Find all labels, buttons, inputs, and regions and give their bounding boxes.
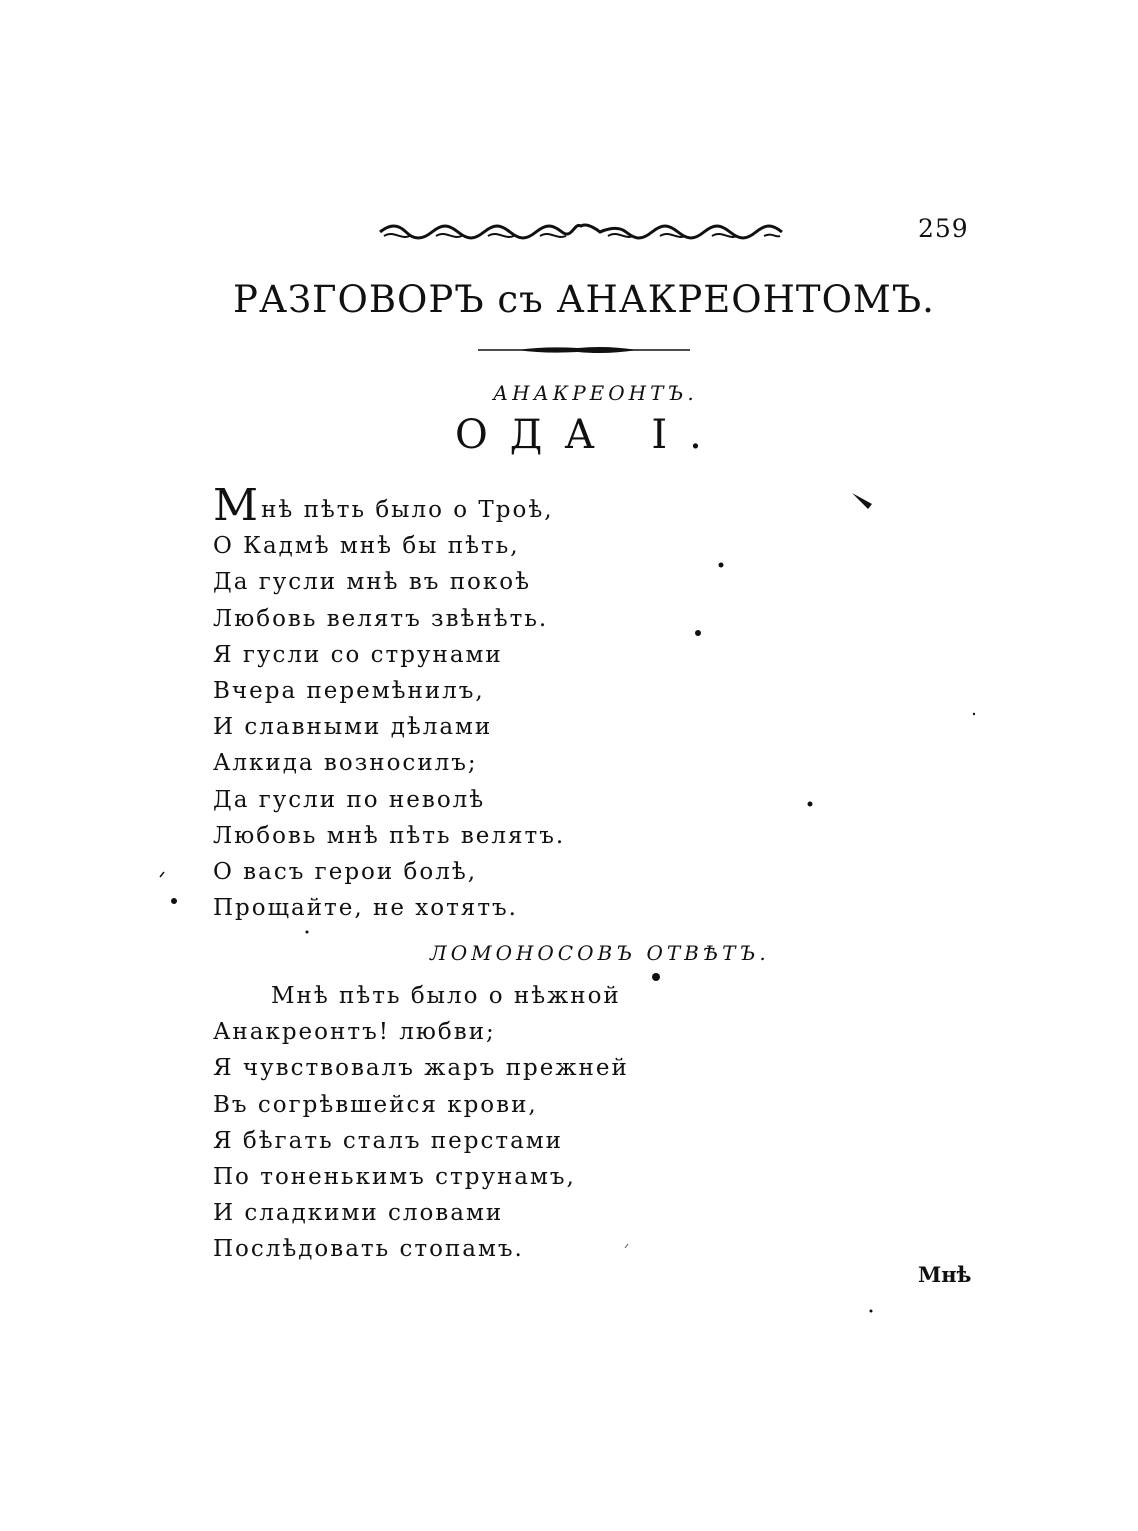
speaker-heading-lomonosov: ЛОМОНОСОВЪ ОТВѢТЪ. bbox=[430, 941, 770, 965]
poem-line-text: нѣ пѣть было о Троѣ, bbox=[261, 497, 554, 523]
poem-line: Вчера перемѣнилъ, bbox=[213, 677, 485, 704]
poem-line: Алкида возносилъ; bbox=[213, 750, 478, 777]
poem-line bbox=[213, 480, 565, 531]
poem-line: Я чувствовалъ жаръ прежней bbox=[213, 1055, 629, 1082]
ornament-header-icon bbox=[378, 220, 784, 242]
poem-stanza-anacreon bbox=[213, 480, 566, 926]
poem-line: Въ согрѣвшейся крови, bbox=[213, 1091, 538, 1118]
ode-title: ОДА I. bbox=[455, 412, 724, 458]
poem-line: Любовь мнѣ пѣть велятъ. bbox=[213, 822, 566, 849]
poem-line: Да гусли мнѣ въ покоѣ bbox=[213, 569, 531, 596]
poem-line: И славными дѣлами bbox=[213, 714, 493, 741]
poem-line: Мнѣ пѣть было о нѣжной bbox=[271, 983, 621, 1009]
poem-line: Послѣдовать стопамъ. bbox=[213, 1236, 524, 1263]
poem-line: Любовь велятъ звѣнѣть. bbox=[213, 605, 549, 632]
poem-line: Да гусли по неволѣ bbox=[213, 786, 486, 813]
poem-line: О Кадмѣ мнѣ бы пѣть, bbox=[213, 533, 520, 560]
poem-line: О васъ герои болѣ, bbox=[213, 858, 478, 885]
poem-line: Анакреонтъ! любви; bbox=[213, 1019, 496, 1046]
speaker-heading-anacreon: АНАКРЕОНТЪ. bbox=[493, 381, 698, 405]
poem-stanza-lomonosov bbox=[213, 978, 629, 1268]
poem-line: Прощайте, не хотятъ. bbox=[213, 895, 518, 922]
catchword: Мнѣ bbox=[918, 1262, 972, 1287]
poem-line: И сладкими словами bbox=[213, 1200, 504, 1227]
page-title: РАЗГОВОРЪ съ АНАКРЕОНТОМЪ. bbox=[233, 278, 935, 321]
poem-line: Я гусли со струнами bbox=[213, 641, 503, 668]
title-rule-icon bbox=[478, 346, 690, 354]
poem-line: По тоненькимъ струнамъ, bbox=[213, 1163, 576, 1190]
page-number: 259 bbox=[918, 214, 969, 243]
poem-line: Я бѣгать сталъ перстами bbox=[213, 1127, 563, 1154]
drop-cap: М bbox=[213, 480, 261, 531]
